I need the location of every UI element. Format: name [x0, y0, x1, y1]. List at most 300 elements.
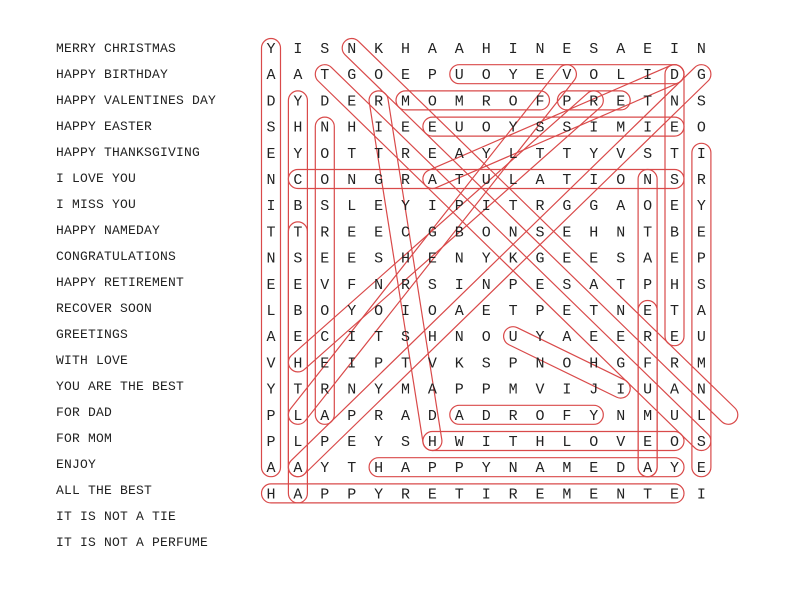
grid-letter[interactable]: E: [374, 224, 384, 242]
grid-letter[interactable]: F: [347, 276, 357, 294]
grid-letter[interactable]: A: [427, 41, 437, 58]
grid-letter[interactable]: A: [266, 460, 276, 478]
grid-letter[interactable]: I: [400, 303, 411, 320]
grid-letter[interactable]: A: [427, 172, 437, 189]
grid-letter[interactable]: A: [562, 329, 572, 347]
grid-letter[interactable]: T: [669, 303, 680, 320]
grid-letter[interactable]: G: [562, 198, 572, 216]
grid-letter[interactable]: I: [481, 198, 491, 216]
grid-letter[interactable]: B: [293, 303, 303, 320]
grid-letter[interactable]: H: [589, 224, 599, 242]
grid-letter[interactable]: R: [589, 93, 599, 111]
grid-letter[interactable]: O: [374, 303, 384, 320]
grid-letter[interactable]: M: [454, 93, 464, 111]
grid-letter[interactable]: M: [562, 486, 572, 504]
grid-letter[interactable]: T: [266, 224, 276, 242]
grid-letter[interactable]: E: [589, 486, 599, 504]
grid-letter[interactable]: R: [320, 224, 330, 242]
grid-letter[interactable]: Y: [293, 145, 303, 163]
grid-letter[interactable]: H: [427, 329, 437, 347]
grid-letter[interactable]: I: [616, 381, 626, 399]
grid-letter[interactable]: E: [266, 276, 276, 294]
grid-letter[interactable]: N: [508, 460, 518, 478]
grid-letter[interactable]: P: [508, 355, 518, 373]
grid-letter[interactable]: V: [266, 355, 276, 373]
grid-letter[interactable]: E: [347, 434, 357, 451]
grid-letter[interactable]: N: [266, 250, 276, 268]
grid-letter[interactable]: N: [535, 41, 545, 58]
grid-letter[interactable]: D: [481, 407, 491, 425]
grid-letter[interactable]: B: [454, 224, 464, 242]
grid-letter[interactable]: S: [616, 250, 626, 268]
grid-letter[interactable]: O: [589, 67, 599, 85]
grid-letter[interactable]: D: [669, 67, 680, 85]
grid-letter[interactable]: E: [293, 329, 303, 347]
grid-letter[interactable]: Y: [374, 434, 384, 451]
grid-letter[interactable]: H: [400, 41, 411, 58]
grid-letter[interactable]: T: [454, 486, 464, 504]
grid-letter[interactable]: G: [374, 172, 384, 189]
grid-letter[interactable]: H: [347, 119, 357, 137]
grid-letter[interactable]: P: [320, 434, 330, 451]
grid-letter[interactable]: T: [535, 145, 545, 163]
grid-letter[interactable]: O: [562, 355, 572, 373]
grid-letter[interactable]: O: [696, 119, 706, 137]
grid-letter[interactable]: S: [320, 41, 330, 58]
grid-letter[interactable]: E: [589, 329, 599, 347]
grid-letter[interactable]: N: [643, 172, 653, 189]
grid-letter[interactable]: K: [508, 250, 518, 268]
grid-letter[interactable]: F: [562, 407, 572, 425]
grid-letter[interactable]: O: [320, 172, 330, 189]
grid-letter[interactable]: N: [669, 93, 680, 111]
grid-letter[interactable]: R: [400, 276, 411, 294]
grid-letter[interactable]: T: [374, 145, 384, 163]
grid-letter[interactable]: E: [427, 145, 437, 163]
grid-letter[interactable]: L: [616, 67, 626, 85]
grid-letter[interactable]: E: [669, 250, 680, 268]
grid-letter[interactable]: E: [589, 460, 599, 478]
grid-letter[interactable]: I: [481, 434, 491, 451]
grid-letter[interactable]: T: [347, 460, 357, 478]
grid-letter[interactable]: V: [616, 145, 626, 163]
grid-letter[interactable]: U: [643, 381, 653, 399]
grid-letter[interactable]: I: [562, 381, 572, 399]
grid-letter[interactable]: R: [374, 407, 384, 425]
grid-letter[interactable]: P: [454, 381, 464, 399]
grid-letter[interactable]: Y: [508, 67, 518, 85]
grid-letter[interactable]: E: [427, 250, 437, 268]
grid-letter[interactable]: T: [293, 381, 303, 399]
grid-letter[interactable]: L: [266, 303, 276, 320]
grid-letter[interactable]: I: [696, 145, 706, 163]
grid-letter[interactable]: P: [427, 460, 437, 478]
grid-letter[interactable]: G: [427, 224, 437, 242]
grid-letter[interactable]: P: [454, 198, 464, 216]
grid-letter[interactable]: S: [293, 250, 303, 268]
grid-letter[interactable]: W: [454, 434, 464, 451]
grid-letter[interactable]: E: [481, 303, 491, 320]
grid-letter[interactable]: D: [320, 93, 330, 111]
grid-letter[interactable]: R: [400, 172, 411, 189]
grid-letter[interactable]: Y: [347, 303, 357, 320]
grid-letter[interactable]: I: [589, 119, 599, 137]
grid-letter[interactable]: G: [616, 355, 626, 373]
grid-letter[interactable]: O: [481, 119, 491, 137]
grid-letter[interactable]: I: [589, 172, 599, 189]
grid-letter[interactable]: E: [643, 303, 653, 320]
grid-letter[interactable]: E: [562, 303, 572, 320]
grid-letter[interactable]: M: [696, 355, 706, 373]
grid-letter[interactable]: A: [535, 172, 545, 189]
grid-letter[interactable]: P: [562, 93, 572, 111]
grid-letter[interactable]: E: [535, 67, 545, 85]
grid-letter[interactable]: N: [481, 276, 491, 294]
grid-letter[interactable]: D: [427, 407, 437, 425]
grid-letter[interactable]: S: [427, 276, 437, 294]
grid-letter[interactable]: F: [643, 355, 653, 373]
grid-letter[interactable]: E: [266, 145, 276, 163]
grid-letter[interactable]: C: [293, 172, 303, 189]
grid-letter[interactable]: N: [454, 250, 464, 268]
grid-letter[interactable]: S: [696, 276, 706, 294]
grid-letter[interactable]: N: [616, 407, 626, 425]
grid-letter[interactable]: R: [320, 381, 330, 399]
grid-letter[interactable]: Y: [293, 93, 303, 111]
grid-letter[interactable]: E: [347, 93, 357, 111]
grid-letter[interactable]: T: [347, 145, 357, 163]
grid-letter[interactable]: T: [454, 172, 464, 189]
grid-letter[interactable]: P: [481, 381, 491, 399]
grid-letter[interactable]: Y: [481, 460, 491, 478]
grid-letter[interactable]: A: [293, 486, 303, 504]
grid-letter[interactable]: H: [293, 355, 303, 373]
grid-letter[interactable]: S: [400, 434, 411, 451]
grid-letter[interactable]: R: [508, 486, 518, 504]
grid-letter[interactable]: E: [347, 250, 357, 268]
grid-letter[interactable]: L: [696, 407, 706, 425]
grid-letter[interactable]: H: [427, 434, 437, 451]
grid-letter[interactable]: M: [616, 119, 626, 137]
grid-letter[interactable]: T: [562, 145, 572, 163]
grid-letter[interactable]: O: [589, 434, 599, 451]
grid-letter[interactable]: T: [508, 198, 518, 216]
grid-letter[interactable]: D: [616, 460, 626, 478]
grid-letter[interactable]: A: [589, 276, 599, 294]
grid-letter[interactable]: O: [427, 93, 437, 111]
grid-letter[interactable]: S: [669, 172, 680, 189]
grid-letter[interactable]: G: [347, 67, 357, 85]
grid-letter[interactable]: A: [454, 407, 464, 425]
grid-letter[interactable]: R: [535, 198, 545, 216]
grid-letter[interactable]: O: [427, 303, 437, 320]
grid-letter[interactable]: I: [454, 276, 464, 294]
grid-letter[interactable]: T: [643, 93, 653, 111]
grid-letter[interactable]: N: [374, 276, 384, 294]
grid-letter[interactable]: H: [293, 119, 303, 137]
grid-letter[interactable]: E: [293, 276, 303, 294]
grid-letter[interactable]: A: [696, 303, 706, 320]
grid-letter[interactable]: P: [266, 407, 276, 425]
grid-letter[interactable]: V: [320, 276, 330, 294]
grid-letter[interactable]: V: [616, 434, 626, 451]
grid-letter[interactable]: I: [293, 41, 303, 58]
grid-letter[interactable]: H: [400, 250, 411, 268]
grid-letter[interactable]: N: [535, 355, 545, 373]
grid-letter[interactable]: O: [481, 67, 491, 85]
grid-letter[interactable]: E: [562, 224, 572, 242]
grid-letter[interactable]: T: [508, 434, 518, 451]
grid-letter[interactable]: E: [589, 250, 599, 268]
grid-letter[interactable]: E: [669, 119, 680, 137]
grid-letter[interactable]: M: [400, 381, 411, 399]
grid-letter[interactable]: I: [643, 119, 653, 137]
grid-letter[interactable]: Y: [589, 145, 599, 163]
grid-letter[interactable]: E: [400, 67, 411, 85]
grid-letter[interactable]: O: [508, 93, 518, 111]
grid-letter[interactable]: O: [374, 67, 384, 85]
grid-letter[interactable]: Y: [374, 486, 384, 504]
grid-letter[interactable]: K: [454, 355, 464, 373]
grid-letter[interactable]: Y: [266, 381, 276, 399]
grid-letter[interactable]: U: [454, 67, 464, 85]
grid-letter[interactable]: N: [616, 486, 626, 504]
grid-letter[interactable]: T: [320, 67, 330, 85]
grid-letter[interactable]: E: [400, 119, 411, 137]
grid-letter[interactable]: A: [400, 460, 411, 478]
grid-letter[interactable]: O: [643, 198, 653, 216]
grid-letter[interactable]: A: [266, 329, 276, 347]
grid-letter[interactable]: T: [643, 486, 653, 504]
grid-letter[interactable]: T: [400, 355, 411, 373]
grid-letter[interactable]: N: [347, 172, 357, 189]
grid-letter[interactable]: Y: [481, 250, 491, 268]
grid-letter[interactable]: N: [616, 303, 626, 320]
grid-letter[interactable]: I: [266, 198, 276, 216]
grid-letter[interactable]: A: [616, 198, 626, 216]
grid-letter[interactable]: P: [696, 250, 706, 268]
grid-letter[interactable]: M: [508, 381, 518, 399]
grid-letter[interactable]: P: [643, 276, 653, 294]
grid-letter[interactable]: E: [562, 250, 572, 268]
grid-letter[interactable]: E: [696, 460, 706, 478]
grid-letter[interactable]: E: [535, 486, 545, 504]
grid-letter[interactable]: T: [616, 276, 626, 294]
grid-letter[interactable]: P: [535, 303, 545, 320]
grid-letter[interactable]: Y: [374, 381, 384, 399]
grid-letter[interactable]: U: [454, 119, 464, 137]
grid-letter[interactable]: S: [696, 93, 706, 111]
grid-letter[interactable]: A: [400, 407, 411, 425]
grid-letter[interactable]: L: [347, 198, 357, 216]
grid-letter[interactable]: Y: [535, 329, 545, 347]
grid-letter[interactable]: U: [508, 329, 518, 347]
grid-letter[interactable]: E: [669, 329, 680, 347]
grid-letter[interactable]: N: [320, 119, 330, 137]
grid-letter[interactable]: S: [374, 250, 384, 268]
grid-letter[interactable]: T: [374, 329, 384, 347]
grid-letter[interactable]: P: [454, 460, 464, 478]
grid-letter[interactable]: S: [400, 329, 411, 347]
grid-letter[interactable]: G: [696, 67, 706, 85]
grid-letter[interactable]: A: [454, 303, 464, 320]
grid-letter[interactable]: A: [320, 407, 330, 425]
grid-letter[interactable]: P: [347, 486, 357, 504]
grid-letter[interactable]: C: [400, 224, 411, 242]
grid-letter[interactable]: H: [589, 355, 599, 373]
grid-letter[interactable]: Y: [696, 198, 706, 216]
grid-letter[interactable]: E: [696, 224, 706, 242]
grid-letter[interactable]: B: [293, 198, 303, 216]
grid-letter[interactable]: E: [643, 41, 653, 58]
grid-letter[interactable]: R: [481, 93, 491, 111]
grid-letter[interactable]: Y: [320, 460, 330, 478]
grid-letter[interactable]: R: [669, 355, 680, 373]
grid-letter[interactable]: N: [696, 381, 706, 399]
grid-letter[interactable]: I: [347, 355, 357, 373]
grid-letter[interactable]: P: [347, 407, 357, 425]
grid-letter[interactable]: O: [320, 145, 330, 163]
grid-letter[interactable]: I: [481, 486, 491, 504]
grid-letter[interactable]: P: [508, 276, 518, 294]
grid-letter[interactable]: V: [562, 67, 572, 85]
grid-letter[interactable]: N: [266, 172, 276, 189]
grid-letter[interactable]: H: [481, 41, 491, 58]
grid-letter[interactable]: O: [535, 407, 545, 425]
grid-letter[interactable]: K: [374, 41, 384, 58]
grid-letter[interactable]: M: [562, 460, 572, 478]
grid-letter[interactable]: R: [508, 407, 518, 425]
grid-letter[interactable]: U: [481, 172, 491, 189]
grid-letter[interactable]: I: [374, 119, 384, 137]
grid-letter[interactable]: Y: [266, 41, 276, 58]
grid-letter[interactable]: U: [669, 407, 680, 425]
grid-letter[interactable]: P: [427, 67, 437, 85]
grid-letter[interactable]: S: [562, 119, 572, 137]
grid-letter[interactable]: L: [293, 407, 303, 425]
grid-letter[interactable]: T: [669, 145, 680, 163]
grid-letter[interactable]: T: [643, 224, 653, 242]
grid-letter[interactable]: E: [669, 198, 680, 216]
grid-letter[interactable]: A: [643, 250, 653, 268]
grid-letter[interactable]: S: [562, 276, 572, 294]
grid-letter[interactable]: E: [616, 329, 626, 347]
grid-letter[interactable]: E: [427, 486, 437, 504]
grid-letter[interactable]: G: [535, 250, 545, 268]
grid-letter[interactable]: M: [643, 407, 653, 425]
grid-letter[interactable]: A: [669, 381, 680, 399]
grid-letter[interactable]: T: [589, 303, 599, 320]
grid-letter[interactable]: A: [266, 67, 276, 85]
grid-letter[interactable]: A: [535, 460, 545, 478]
grid-letter[interactable]: O: [481, 224, 491, 242]
grid-letter[interactable]: L: [508, 145, 518, 163]
grid-letter[interactable]: I: [643, 67, 653, 85]
grid-letter[interactable]: S: [535, 119, 545, 137]
grid-letter[interactable]: T: [508, 303, 518, 320]
grid-letter[interactable]: P: [266, 434, 276, 451]
grid-letter[interactable]: L: [508, 172, 518, 189]
grid-letter[interactable]: Y: [669, 460, 680, 478]
grid-letter[interactable]: P: [374, 355, 384, 373]
grid-letter[interactable]: A: [427, 381, 437, 399]
grid-letter[interactable]: O: [616, 172, 626, 189]
grid-letter[interactable]: J: [589, 381, 599, 399]
grid-letter[interactable]: E: [535, 276, 545, 294]
grid-letter[interactable]: A: [643, 460, 653, 478]
grid-letter[interactable]: L: [293, 434, 303, 451]
grid-letter[interactable]: E: [643, 434, 653, 451]
grid-letter[interactable]: T: [293, 224, 303, 242]
grid-letter[interactable]: M: [400, 93, 411, 111]
grid-letter[interactable]: N: [454, 329, 464, 347]
grid-letter[interactable]: A: [293, 460, 303, 478]
grid-letter[interactable]: G: [589, 198, 599, 216]
grid-letter[interactable]: N: [616, 224, 626, 242]
grid-letter[interactable]: Y: [400, 198, 411, 216]
grid-letter[interactable]: S: [643, 145, 653, 163]
grid-letter[interactable]: N: [347, 381, 357, 399]
grid-letter[interactable]: Y: [508, 119, 518, 137]
grid-letter[interactable]: D: [266, 93, 276, 111]
grid-letter[interactable]: Y: [481, 145, 491, 163]
grid-letter[interactable]: S: [535, 224, 545, 242]
grid-letter[interactable]: O: [481, 329, 491, 347]
grid-letter[interactable]: E: [320, 250, 330, 268]
grid-letter[interactable]: A: [293, 67, 303, 85]
grid-letter[interactable]: T: [562, 172, 572, 189]
grid-letter[interactable]: S: [696, 434, 706, 451]
grid-letter[interactable]: I: [696, 486, 706, 504]
grid-letter[interactable]: P: [320, 486, 330, 504]
grid-letter[interactable]: U: [696, 329, 706, 347]
grid-letter[interactable]: Y: [589, 407, 599, 425]
grid-letter[interactable]: A: [454, 41, 464, 58]
grid-letter[interactable]: E: [347, 224, 357, 242]
grid-letter[interactable]: E: [562, 41, 572, 58]
grid-letter[interactable]: C: [320, 329, 330, 347]
grid-letter[interactable]: R: [400, 486, 411, 504]
grid-letter[interactable]: E: [669, 486, 680, 504]
grid-letter[interactable]: A: [616, 41, 626, 58]
grid-letter[interactable]: I: [427, 198, 437, 216]
grid-letter[interactable]: E: [320, 355, 330, 373]
grid-letter[interactable]: S: [266, 119, 276, 137]
grid-letter[interactable]: V: [427, 355, 437, 373]
grid-letter[interactable]: L: [562, 434, 572, 451]
grid-letter[interactable]: R: [400, 145, 411, 163]
grid-letter[interactable]: R: [374, 93, 384, 111]
grid-letter[interactable]: H: [374, 460, 384, 478]
grid-letter[interactable]: S: [481, 355, 491, 373]
grid-letter[interactable]: E: [374, 198, 384, 216]
grid-letter[interactable]: N: [696, 41, 706, 58]
grid-letter[interactable]: I: [669, 41, 680, 58]
grid-letter[interactable]: H: [266, 486, 276, 504]
grid-letter[interactable]: I: [508, 41, 518, 58]
grid-letter[interactable]: S: [320, 198, 330, 216]
grid-letter[interactable]: H: [535, 434, 545, 451]
grid-letter[interactable]: R: [643, 329, 653, 347]
grid-letter[interactable]: I: [347, 329, 357, 347]
grid-letter[interactable]: B: [669, 224, 680, 242]
grid-letter[interactable]: O: [669, 434, 680, 451]
grid-letter[interactable]: N: [508, 224, 518, 242]
grid-letter[interactable]: E: [616, 93, 626, 111]
grid-letter[interactable]: N: [347, 41, 357, 58]
grid-letter[interactable]: V: [535, 381, 545, 399]
grid-letter[interactable]: H: [669, 276, 680, 294]
